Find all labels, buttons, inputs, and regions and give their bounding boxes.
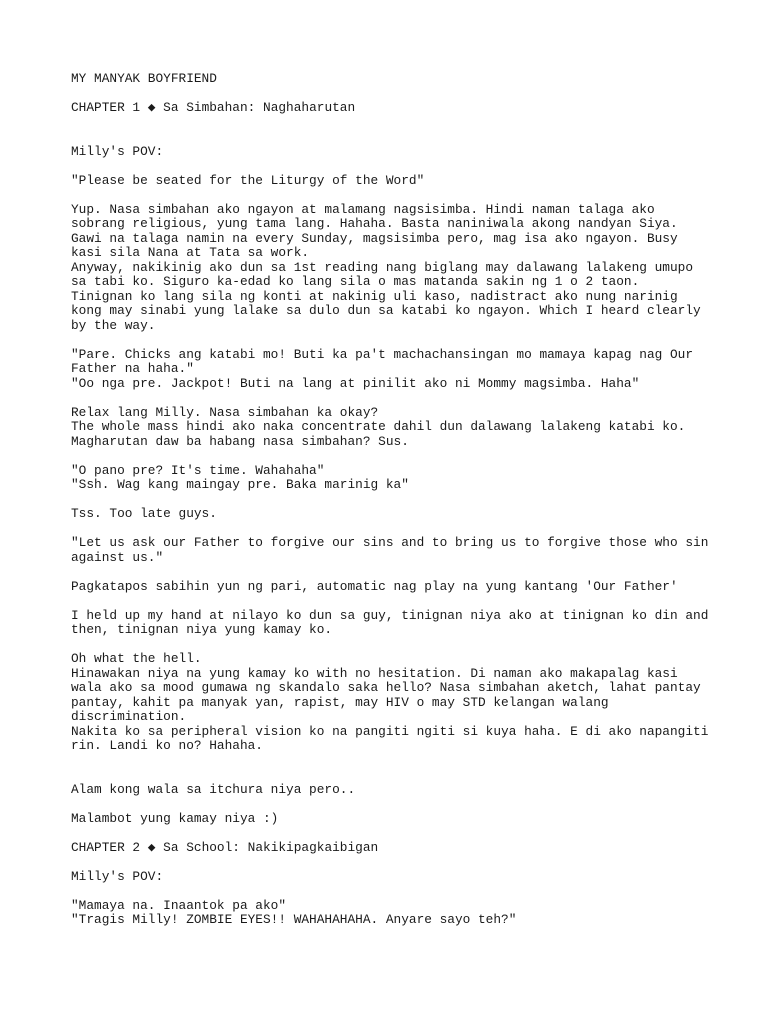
paragraph-line: Magharutan daw ba habang nasa simbahan? Sus. [71, 433, 409, 449]
paragraph-2 [71, 203, 711, 334]
paragraph-line: "Pare. Chicks ang katabi mo! Buti ka pa't machachansingan mo mamaya kapag nag Our [71, 346, 694, 362]
paragraph-6: Tss. Too late guys. [71, 506, 217, 521]
paragraph-line: "Let us ask our Father to forgive our sins and to bring us to forgive those who sin [71, 535, 709, 550]
paragraph-line: sobrang religious, yung tama lang. Hahaha. Basta naniniwala akong nandyan Siya. [71, 216, 678, 231]
paragraph-line: "O pano pre? It's time. Wahahaha" [71, 462, 325, 478]
paragraph-line: pantay, kahit pa manyak yan, rapist, may HIV o may STD kelangan walang [71, 694, 609, 710]
paragraph-4 [71, 406, 711, 450]
paragraph-line: Anyway, nakikinig ako dun sa 1st reading nang biglang may dalawang lalakeng umupo [71, 259, 694, 275]
paragraph-line: Father na haha." [71, 361, 194, 376]
paragraph-line: against us." [71, 549, 164, 565]
document-page [71, 72, 711, 928]
chapter-2-heading: CHAPTER 2 ◆ Sa School: Nakikipagkaibigan [71, 839, 379, 855]
paragraph-line: "Mamaya na. Inaantok pa ako" [71, 897, 287, 913]
chapter-1-heading: CHAPTER 1 ◆ Sa Simbahan: Naghaharutan [71, 100, 356, 115]
paragraph-8: Pagkatapos sabihin yun ng pari, automatic nag play na yung kantang 'Our Father' [71, 578, 678, 594]
paragraph-line: "Tragis Milly! ZOMBIE EYES!! WAHAHAHAHA. Anyare sayo teh?" [71, 912, 517, 927]
paragraph-5 [71, 464, 711, 493]
paragraph-9 [71, 609, 711, 638]
paragraph-13 [71, 899, 711, 928]
paragraph-line: The whole mass hindi ako naka concentrate dahil dun dalawang lalakeng katabi ko. [71, 419, 686, 434]
paragraph-line: Yup. Nasa simbahan ako ngayon at malamang nagsisimba. Hindi naman talaga ako [71, 201, 655, 217]
paragraph-line: Hinawakan niya na yung kamay ko with no hesitation. Di naman ako makapalag kasi [71, 665, 678, 681]
paragraph-7 [71, 536, 711, 565]
paragraph-line: kasi sila Nana at Tata sa work. [71, 245, 310, 260]
paragraph-line: by the way. [71, 317, 156, 333]
paragraph-11: Alam kong wala sa itchura niya pero.. [71, 781, 356, 797]
document-title: MY MANYAK BOYFRIEND [71, 71, 217, 86]
paragraph-10 [71, 652, 711, 754]
paragraph-line: Nakita ko sa peripheral vision ko na pangiti ngiti si kuya haha. E di ako napangiti [71, 723, 709, 739]
paragraph-line: discrimination. [71, 709, 187, 724]
paragraph-line: "Oo nga pre. Jackpot! Buti na lang at pinilit ako ni Mommy magsimba. Haha" [71, 375, 640, 391]
paragraph-line: rin. Landi ko no? Hahaha. [71, 738, 263, 753]
paragraph-line: Relax lang Milly. Nasa simbahan ka okay? [71, 404, 379, 420]
paragraph-line: Oh what the hell. [71, 651, 202, 666]
paragraph-line: Tinignan ko lang sila ng konti at nakinig uli kaso, nadistract ako nung narinig [71, 288, 678, 304]
paragraph-line: kong may sinabi yung lalake sa dulo dun sa katabi ko ngayon. Which I heard clearly [71, 303, 701, 318]
paragraph-line: I held up my hand at nilayo ko dun sa guy, tinignan niya ako at tinignan ko din and [71, 607, 709, 623]
paragraph-line: sa tabi ko. Siguro ka-edad ko lang sila o mas matanda sakin ng 1 o 2 taon. [71, 274, 640, 289]
paragraph-3 [71, 348, 711, 392]
paragraph-line: "Ssh. Wag kang maingay pre. Baka marinig ka" [71, 477, 409, 492]
paragraph-1: "Please be seated for the Liturgy of the Word" [71, 172, 425, 188]
paragraph-12: Malambot yung kamay niya :) [71, 810, 279, 826]
paragraph-line: then, tinignan niya yung kamay ko. [71, 622, 333, 637]
pov-heading-1: Milly's POV: [71, 143, 164, 159]
paragraph-line: wala ako sa mood gumawa ng skandalo saka hello? Nasa simbahan aketch, lahat pantay [71, 680, 701, 695]
paragraph-line: Gawi na talaga namin na every Sunday, magsisimba pero, mag isa ako ngayon. Busy [71, 230, 678, 246]
pov-heading-2: Milly's POV: [71, 868, 164, 884]
